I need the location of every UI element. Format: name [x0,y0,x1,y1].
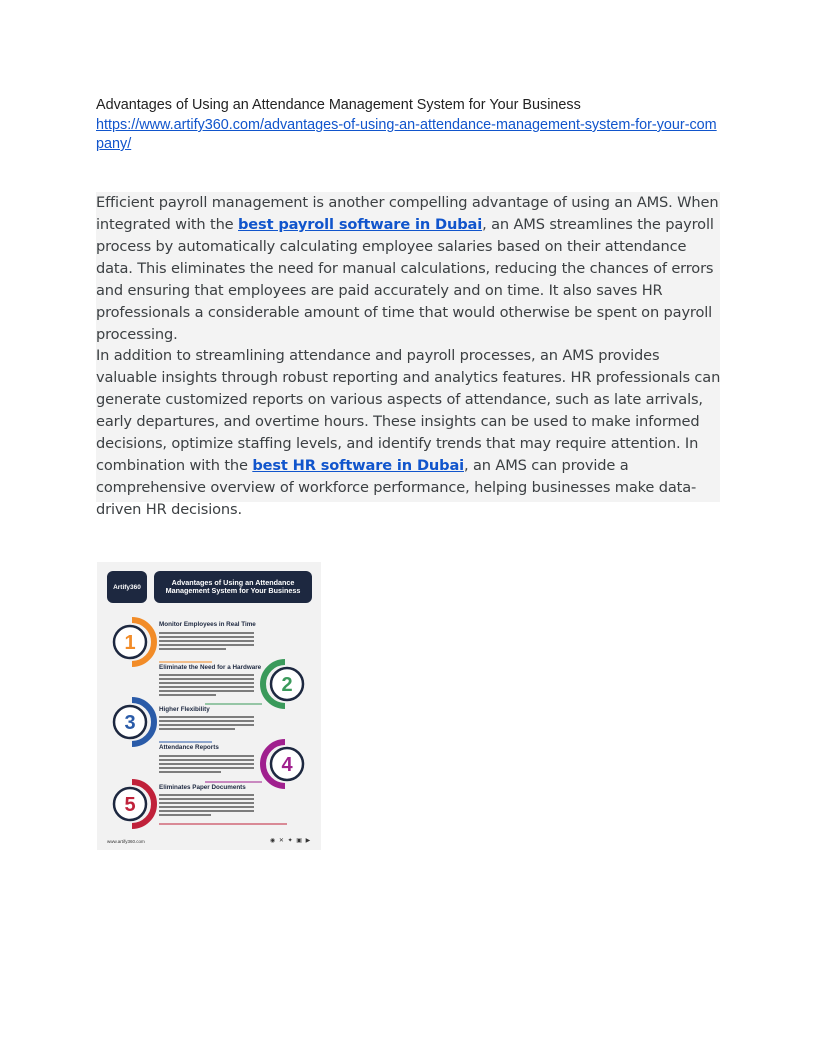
document-title: Advantages of Using an Attendance Management System for Your Business [96,97,581,113]
step-5-number: 5 [124,794,136,816]
step-3-number: 3 [124,712,136,734]
hr-software-link[interactable]: best HR software in Dubai [252,457,464,474]
step-2-title: Eliminate the Need for a Hardware [159,664,262,671]
infographic-image [97,562,321,850]
paragraph-payroll-text-after: , an AMS streamlines the payroll process by automatically calculating employee salaries based on their attendance data. This eliminates the need for manual calculations, reducing the chances of errors and ensuring that employees are paid accurately and on time. It also saves HR professionals a considerable amount of time that would otherwise be spent on payroll processing. [96,216,714,343]
step-4-text [159,755,254,775]
step-1-number: 1 [124,632,136,654]
step-5-title: Eliminates Paper Documents [159,784,246,791]
step-1-text [159,632,254,652]
infographic-heading: Advantages of Using an Attendance Management System for Your Business [154,571,312,603]
artify-logo: Artify360 [107,571,147,603]
step-4-title: Attendance Reports [159,744,219,751]
payroll-software-link[interactable]: best payroll software in Dubai [238,216,483,233]
step-5-text [159,794,254,818]
paragraph-payroll-text-before: Efficient payroll management is another compelling advantage of using an AMS. When integrated with the [96,194,719,233]
article-link[interactable]: https://www.artify360.com/advantages-of-using-an-attendance-management-system-for-your-company/ [96,117,717,152]
step-1-title: Monitor Employees in Real Time [159,621,256,628]
infographic-footer-url: www.artify360.com [107,839,145,844]
paragraph-payroll [96,192,722,346]
step-3-title: Higher Flexibility [159,706,210,713]
social-icons: ◉ ✕ ✦ ▣ ▶ [270,838,312,844]
paragraph-reporting [96,345,722,521]
paragraph-reporting-text-before: In addition to streamlining attendance and payroll processes, an AMS provides valuable insights through robust reporting and analytics features. HR professionals can generate customized reports on various aspects of attendance, such as late arrivals, early departures, and overtime hours. These insights can be used to make informed decisions, optimize staffing levels, and identify trends that may require attention. In combination with the [96,347,721,474]
step-2-text [159,674,254,698]
step-4-number: 4 [281,754,293,776]
step-2-number: 2 [281,674,293,696]
paragraph-reporting-text-after: , an AMS can provide a comprehensive overview of workforce performance, helping businesses make data-driven HR decisions. [96,457,697,518]
step-3-text [159,716,254,732]
